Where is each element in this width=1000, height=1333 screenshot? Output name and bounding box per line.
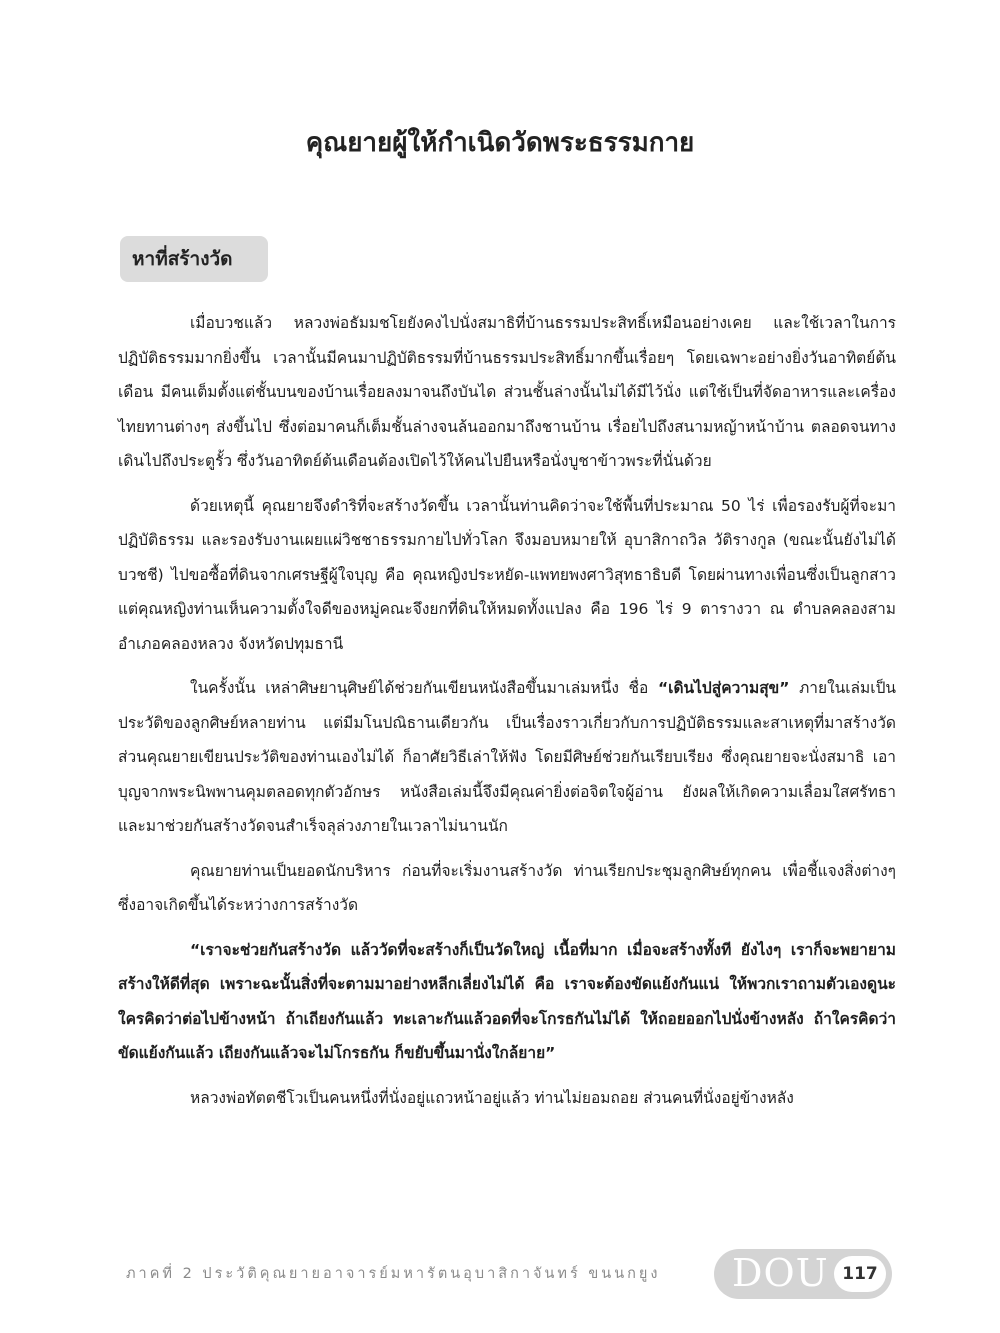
paragraph-4: คุณยายท่านเป็นยอดนักบริหาร ก่อนที่จะเริ่มงานสร้างวัด ท่านเรียกประชุมลูกศิษย์ทุกคน เพื่อชี้แจงสิ่งต่างๆ ซึ่งอาจเกิดขึ้นได้ระหว่างการสร้างวัด	[118, 861, 896, 914]
page-title: คุณยายผู้ให้กำเนิดวัดพระธรรมกาย	[305, 128, 695, 158]
paragraph-3	[118, 671, 896, 844]
paragraph-3-intro: ในครั้งนั้น เหล่าศิษยานุศิษย์ได้ช่วยกันเขียนหนังสือขึ้นมาเล่มหนึ่ง ชื่อ	[190, 679, 658, 697]
dou-logo: DOU	[732, 1251, 829, 1295]
book-title: “เดินไปสู่ความสุข”	[657, 679, 790, 697]
paragraph-3-rest: ภายในเล่มเป็นประวัติของลูกศิษย์หลายท่าน แต่มีมโนปณิธานเดียวกัน เป็นเรื่องราวเกี่ยวกับการปฏิบัติธรรมและสาเหตุที่มาสร้างวัด ส่วนคุณยายเขียนประวัติของท่านเองไม่ได้ ก็อาศัยวิธีเล่าให้ฟัง โดยมีศิษย์ช่วยกันเรียบเรียง ซึ่งคุณยายจะนั่งสมาธิ เอาบุญจากพระนิพพานคุมตลอดทุกตัวอักษร หนังสือเล่มนี้จึงมีคุณค่ายิ่งต่อจิตใจผู้อ่าน ยังผลให้เกิดความเลื่อมใสศรัทธา และมาช่วยกันสร้างวัดจนสำเร็จลุล่วงภายในเวลาไม่นานนัก	[118, 679, 896, 835]
footer-badge	[714, 1249, 892, 1299]
paragraph-2: ด้วยเหตุนี้ คุณยายจึงดำริที่จะสร้างวัดขึ้น เวลานั้นท่านคิดว่าจะใช้พื้นที่ประมาณ 50 ไร่ เพื่อรองรับผู้ที่จะมาปฏิบัติธรรม และรองรับงานเผยแผ่วิชชาธรรมกายไปทั่วโลก จึงมอบหมายให้ อุบาสิกาถวิล วัติรางกูล (ขณะนั้นยังไม่ได้บวชชี) ไปขอซื้อที่ดินจากเศรษฐีผู้ใจบุญ คือ คุณหญิงประหยัด-แพทยพงศาวิสุทธาธิบดี โดยผ่านทางเพื่อนซึ่งเป็นลูกสาว แต่คุณหญิงท่านเห็นความตั้งใจดีของหมู่คณะจึงยกที่ดินให้หมดทั้งแปลง คือ 196 ไร่ 9 ตารางวา ณ ตำบลคลองสาม อำเภอคลองหลวง จังหวัดปทุมธานี	[118, 496, 896, 653]
paragraph-5: หลวงพ่อทัตตชีโวเป็นคนหนึ่งที่นั่งอยู่แถวหน้าอยู่แล้ว ท่านไม่ยอมถอย ส่วนคนที่นั่งอยู่ข้างหลัง	[190, 1088, 794, 1107]
body-text	[118, 306, 896, 1125]
quote-paragraph: “เราจะช่วยกันสร้างวัด แล้ววัดที่จะสร้างก็เป็นวัดใหญ่ เนื้อที่มาก เมื่อจะสร้างทั้งที ยังไงๆ เราก็จะพยายามสร้างให้ดีที่สุด เพราะฉะนั้นสิ่งที่จะตามมาอย่างหลีกเลี่ยงไม่ได้ คือ เราจะต้องขัดแย้งกันแน่ ให้พวกเราถามตัวเองดูนะ ใครคิดว่าต่อไปข้างหน้า ถ้าเถียงกันแล้ว ทะเลาะกันแล้วอดที่จะโกรธกันไม่ได้ ให้ถอยออกไปนั่งข้างหลัง ถ้าใครคิดว่าขัดแย้งกันแล้ว เถียงกันแล้วจะไม่โกรธกัน ก็ขยับขึ้นมานั่งใกล้ยาย”	[118, 940, 896, 1062]
section-heading: หาที่สร้างวัด	[120, 236, 268, 282]
running-head: ภาคที่ 2 ประวัติคุณยายอาจารย์มหารัตนอุบาสิกาจันทร์ ขนนกยูง	[126, 1266, 661, 1282]
paragraph-1: เมื่อบวชแล้ว หลวงพ่อธัมมชโยยังคงไปนั่งสมาธิที่บ้านธรรมประสิทธิ์เหมือนอย่างเคย และใช้เวลาในการปฏิบัติธรรมมากยิ่งขึ้น เวลานั้นมีคนมาปฏิบัติธรรมที่บ้านธรรมประสิทธิ์มากขึ้นเรื่อยๆ โดยเฉพาะอย่างยิ่งวันอาทิตย์ต้นเดือน มีคนเต็มตั้งแต่ชั้นบนของบ้านเรื่อยลงมาจนถึงบันได ส่วนชั้นล่างนั้นไม่ได้มีไว้นั่ง แต่ใช้เป็นที่จัดอาหารและเครื่องไทยทานต่างๆ ส่งขึ้นไป ซึ่งต่อมาคนก็เต็มชั้นล่างจนล้นออกมาถึงชานบ้าน เรื่อยไปถึงสนามหญ้าหน้าบ้าน ตลอดจนทางเดินไปถึงประตูรั้ว ซึ่งวันอาทิตย์ต้นเดือนต้องเปิดไว้ให้คนไปยืนหรือนั่งบูชาข้าวพระที่นั่นด้วย	[118, 314, 896, 470]
page-number: 117	[834, 1256, 886, 1292]
